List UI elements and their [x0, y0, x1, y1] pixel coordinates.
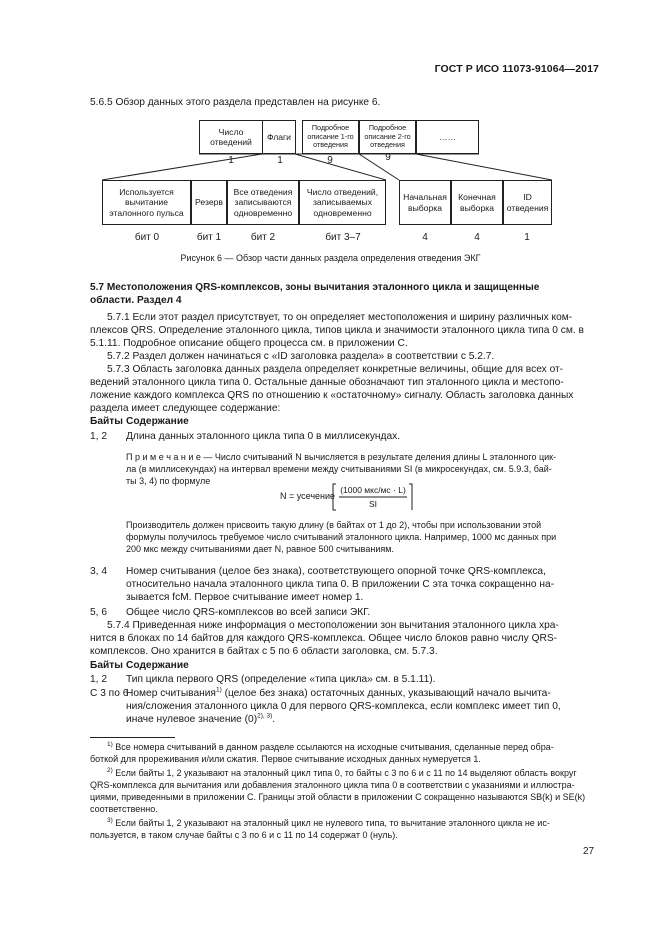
box-ellipsis: …… [416, 120, 479, 154]
lead-number: 1 [524, 232, 530, 243]
table1-r2-line: Номер считывания (целое без знака), соответствующего опорной точке QRS-комплекса, [126, 566, 546, 577]
footnote-1-line: боткой для прореживания и/или сжатия. Первое считывание исходных данных нумеруется 1. [90, 754, 481, 764]
box-end-sample: Конечная выборка [451, 180, 503, 225]
footnote-ref[interactable]: 2), 3) [257, 712, 273, 720]
table2-r2-line: Номер считывания$^{1)}$ (целое без знака) остаточных данных, указывающий начало вычита- [126, 686, 551, 699]
para-572: 5.7.2 Раздел должен начинаться с «ID заголовка раздела» в соответствии с 5.2.7. [107, 351, 495, 362]
top-number: 9 [385, 152, 391, 163]
para-574-line: нится в блоках по 14 байтов для каждого QRS-комплекса. Общее число блоков равно числу QRS- [90, 633, 558, 644]
footnote-3-line: $^{3)}$ Если байты 1, 2 указывают на эталонный цикл не нулевого типа, то вычитание эталонного цикла не ис- [107, 817, 550, 828]
formula-numerator: (1000 мкс/мс · L) [340, 485, 406, 495]
section-heading-line1: 5.7 Местоположения QRS-комплексов, зоны вычитания эталонного цикла и защищенные [90, 282, 540, 293]
box-flags: Флаги [262, 120, 296, 154]
table2-col-bytes: Байты [90, 660, 123, 671]
table1-r2-bytes: 3, 4 [90, 566, 107, 577]
lead-number: 4 [422, 232, 428, 243]
box-bit-0: Используется вычитание эталонного пульса [102, 180, 191, 225]
prod-line1: Производитель должен присвоить такую длину (в байтах от 1 до 2), чтобы при использовании этой [126, 520, 542, 530]
box-bits-3-7: Число отведений, записываемых одновременно [299, 180, 386, 225]
table2-r2-line: иначе нулевое значение $(0)^{2), 3)}$. [126, 712, 276, 725]
note-line2: ла (в миллисекундах) на интервал времени между считываниями SI (в микросекундах, см. 5.9.3, бай- [126, 464, 552, 474]
top-number: 1 [277, 155, 283, 166]
para-571-line: 5.1.11. Подробное описание общего процесса см. в приложении С. [90, 338, 408, 349]
top-number: 9 [327, 155, 333, 166]
formula-lhs: N = усечение [280, 491, 336, 501]
footnote-separator [90, 737, 175, 738]
page-number: 27 [583, 846, 595, 857]
footnote-2-line: QRS-комплекса для вычитания или добавления эталонного цикла типа 0 в соответствии с указаниями и иллюстра- [90, 780, 575, 790]
table2-col-content: Содержание [126, 660, 189, 671]
box-lead-id: ID отведения [503, 180, 552, 225]
footnote-1-line: $^{1)}$ Все номера считываний в данном разделе ссылаются на исходные считывания, сделанные перед обра- [107, 741, 554, 752]
table2-r2-line: ния/сложения эталонного цикла 0 для первого QRS-комплекса, если комплекс имеет тип 0, [126, 701, 561, 712]
box-lead-count: Число отведений [199, 120, 263, 154]
footnote-3-line: пользуется, в таком случае байты с 3 по 6 и с 11 по 14 содержат 0 (нуль). [90, 830, 398, 840]
footnote-2-line: соответственно. [90, 804, 158, 814]
top-number: 1 [228, 155, 234, 166]
bit-label: бит 3–7 [325, 232, 361, 243]
box-bit-2: Все отведения записываются одновременно [227, 180, 299, 225]
bit-label: бит 1 [196, 232, 222, 243]
para-573-line: 5.7.3 Область заголовка данных раздела определяет конкретные величины, общие для всех от- [107, 364, 564, 375]
box-start-sample: Начальная выборка [399, 180, 451, 225]
table2-r1-text: Тип цикла первого QRS (определение «типа цикла» см. в 5.1.11). [126, 674, 436, 685]
footnote-2-line: циями, приведенными в приложении С. Границы этой области в приложении С сокращенно называются SB(k) и SE(k) [90, 792, 586, 802]
table2-r2-bytes: С 3 по 6 [90, 688, 129, 699]
prod-line2: формулы получилось требуемое число считываний эталонного цикла. Например, 1000 мс данных при [126, 532, 557, 542]
table1-col-content: Содержание [126, 416, 189, 427]
bit-label: бит 0 [134, 232, 160, 243]
footnote-2-line: $^{2)}$ Если байты 1, 2 указывают на эталонный цикл типа 0, то байты с 3 по 6 и с 11 по 14 выделяют область вокруг [107, 767, 577, 778]
para-571-line: 5.7.1 Если этот раздел присутствует, то он определяет местоположения и ширину различных ком- [107, 312, 573, 323]
note-line3: ты 3, 4) по формуле [126, 476, 211, 486]
para-573-line: ложение каждого комплекса QRS по отношению к «остаточному» сигналу. Область заголовка данных [90, 390, 574, 401]
table1-r2-line: относительно начала эталонного цикла типа 0. В приложении С эта точка сокращенно на- [126, 579, 555, 590]
table1-r1-bytes: 1, 2 [90, 431, 107, 442]
para-573-line: раздела имеет следующее содержание: [90, 403, 281, 414]
table1-r2-line: зывается fcM. Первое считывание имеет номер 1. [126, 592, 364, 603]
para-571-line: плексов QRS. Определение эталонного цикла, типов цикла и значимости эталонного цикла типа 0 см. в [90, 325, 584, 336]
para-574-line: комплексов. Оно хранится в байтах с 5 по 6 области заголовка, см. 5.7.3. [90, 646, 438, 657]
note-label: П р и м е ч а н и е [126, 452, 201, 462]
figure-caption: Рисунок 6 — Обзор части данных раздела определения отведения ЭКГ [180, 253, 481, 263]
table2-r1-bytes: 1, 2 [90, 674, 107, 685]
prod-line3: 200 мкс между считываниями дает N, равное 500 считываниям. [126, 544, 394, 554]
para-574-line: 5.7.4 Приведенная ниже информация о местоположении зон вычитания эталонного цикла хра- [107, 620, 559, 631]
table1-r3-text: Общее число QRS-комплексов во всей записи ЭКГ. [126, 607, 371, 618]
para-573-line: ведений эталонного цикла типа 0. Остальные данные обозначают тип эталонного цикла и местопо- [90, 377, 564, 388]
box-bit-1: Резерв [191, 180, 227, 225]
table1-r3-bytes: 5, 6 [90, 607, 107, 618]
figure-intro: 5.6.5 Обзор данных этого раздела представлен на рисунке 6. [90, 97, 381, 108]
table1-r1-text: Длина данных эталонного цикла типа 0 в миллисекундах. [126, 431, 401, 442]
note-line1: П р и м е ч а н и е — Число считываний N вычисляется в результате деления длины L эталонного цик- [126, 452, 557, 462]
table1-col-bytes: Байты [90, 416, 123, 427]
box-lead-2-detail: Подробное описание 2-го отведения [359, 120, 416, 154]
formula-denominator: SI [368, 499, 378, 509]
footnote-ref[interactable]: 1) [215, 686, 222, 694]
section-heading-line2: области. Раздел 4 [90, 295, 182, 306]
lead-number: 4 [474, 232, 480, 243]
bit-label: бит 2 [250, 232, 276, 243]
box-lead-1-detail: Подробное описание 1-го отведения [302, 120, 359, 154]
document-header: ГОСТ Р ИСО 11073-91064—2017 [434, 63, 599, 75]
